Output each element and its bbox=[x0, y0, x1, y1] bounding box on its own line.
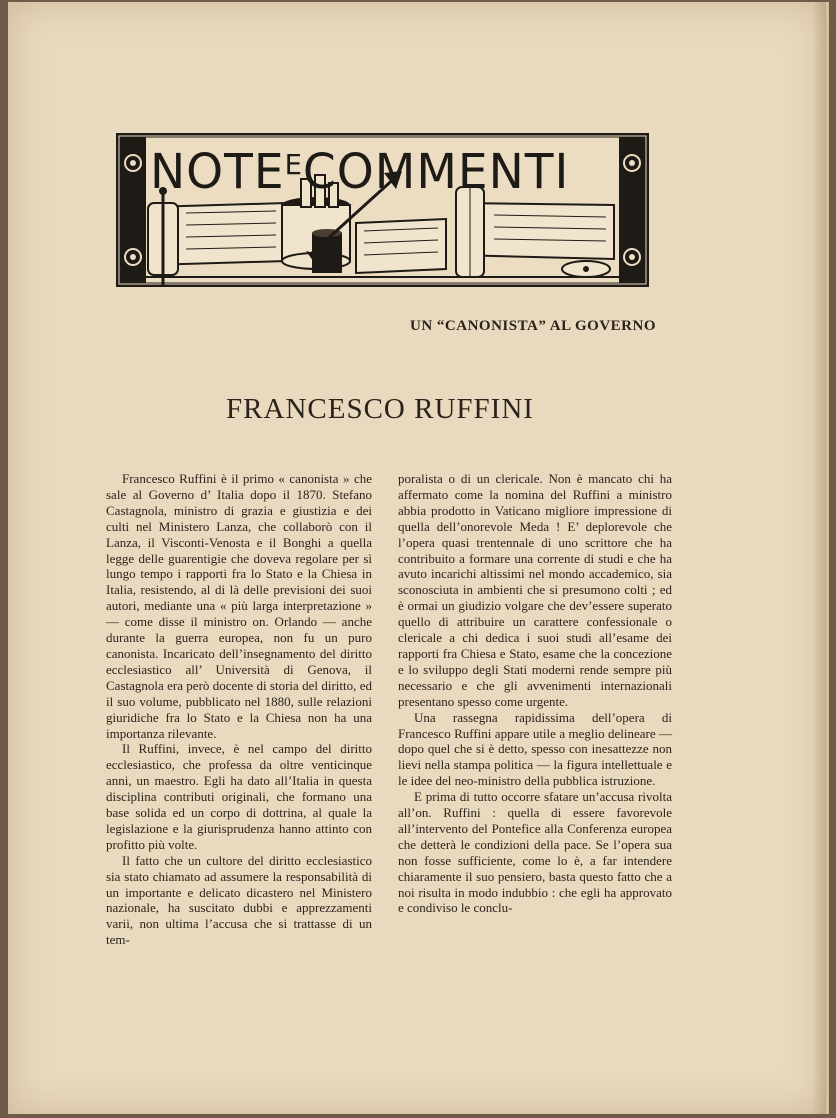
masthead-word-note: NOTE bbox=[150, 144, 285, 200]
page-edge-shadow bbox=[812, 2, 826, 1114]
section-heading: UN “CANONISTA” AL GOVERNO bbox=[410, 318, 657, 334]
left-paragraph-2: Il Ruffini, invece, è nel campo del diritto ecclesiastico, che professa da oltre venticinque anni, un maestro. Egli ha dato all’Italia in questa disciplina contributi originali, che formano una base solida ed un corpo di dottrina, al quale la legislazione e la giurisprudenza hanno attinto con profitto più volte. bbox=[106, 741, 372, 852]
left-paragraph-3: Il fatto che un cultore del diritto ecclesiastico sia stato chiamato ad assumere la responsabilità di un importante e delicato dicastero nel Ministero nazionale, ha suscitato dubbi e apprezzamenti varii, non ultima l’accusa che si trattasse di un tem- bbox=[106, 852, 372, 948]
right-paragraph-2: Una rassegna rapidissima dell’opera di Francesco Ruffini appare utile a meglio delineare — dopo quel che si è detto, spesso con inesattezze non lievi nella stampa politica — la figura intellettuale e le idee del neo-ministro della pubblica istruzione. bbox=[398, 709, 672, 789]
right-paragraph-1: poralista o di un clericale. Non è mancato chi ha affermato come la nomina del Ruffini a ministro abbia prodotto in Vaticano migliore impressione di quella dell’onorevole Meda ! E’ deplorevole che l’opera quasi trentennale di uno scrittore che ha contribuito a formare una corrente di studi e che ha avuto incarichi altissimi nel mondo accademico, sia sconosciuta in ambienti che si presumono colti ; ed è ormai un giudizio volgare che dev’essere superato quello di attribuire un carattere confessionale o clericale a chi dedica i suoi studi all’esame dei rapporti fra Chiesa e Stato, esame che la concezione e lo sviluppo degli Stati moderni rende sempre più necessario e che gli avvenimenti internazionali presentano spesso come urgente. bbox=[398, 471, 672, 709]
article-title: FRANCESCO RUFFINI bbox=[226, 393, 534, 425]
masthead-illustration bbox=[116, 133, 649, 287]
right-paragraph-3: E prima di tutto occorre sfatare un’accusa rivolta all’on. Ruffini : quella di essere favorevole all’intervento del Pontefice alla Conferenza europea che detterà le condizioni della pace. Se l’opera sua non fosse sufficiente, come lo è, a far intendere chiaramente il suo pensiero, basta questo fatto che a noi risulta in modo indubbio : che egli ha approvato e condiviso le conclu- bbox=[398, 789, 672, 916]
right-column bbox=[398, 471, 672, 916]
left-paragraph-1: Francesco Ruffini è il primo « canonista » che sale al Governo d’ Italia dopo il 1870. Stefano Castagnola, ministro di grazia e giustizia e dei culti nel Ministero Lanza, che collaborò con il Lanza, il Visconti-Venosta e il Bonghi a quella legge delle guarentigie che doveva regolare per sì lungo tempo i rapporti fra lo Stato e la Chiesa in Italia, resistendo, al di là delle previsioni dei suoi autori, mediante una « più larga interpretazione » — come disse il ministro on. Orlando — anche durante la guerra europea, non fu un puro canonista. Incaricato dell’insegnamento del diritto ecclesiastico all’ Università di Genova, il Castagnola era però docente di storia del diritto, ed il suo volume, pubblicato nel 1880, sulle relazioni giuridiche fra lo Stato e la Chiesa non ha una importanza rilevante. bbox=[106, 471, 372, 741]
masthead-letter-e: E bbox=[284, 148, 303, 181]
left-column bbox=[106, 471, 372, 948]
masthead-title bbox=[150, 133, 611, 200]
masthead-word-commenti: COMMENTI bbox=[302, 144, 570, 200]
